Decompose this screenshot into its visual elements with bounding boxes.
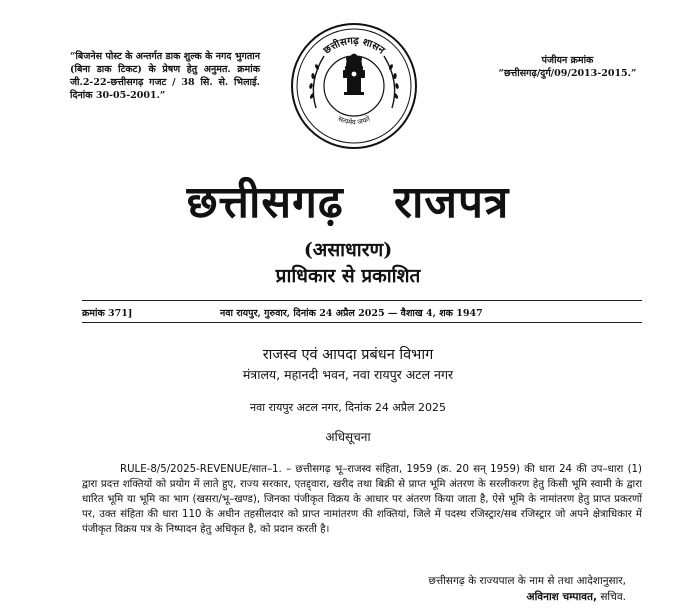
issue-rule-bottom [82,322,642,323]
registration-number: “छत्तीसगढ़/दुर्ग/09/2013-2015.” [498,68,637,79]
postal-note: “बिजनेस पोस्ट के अन्तर्गत डाक शुल्क के नगद भुगतान (बिना डाक टिकट) के प्रेषण हेतु अनुमत. क्रमांक जी.2-22-छत्तीसगढ़ गजट / 38 सि. से. भिलाई. दिनांक 30-05-2001.” [70,51,260,101]
signer-title: सचिव. [600,591,626,603]
gazette-title: छत्तीसगढ़ राजपत्र [186,177,510,228]
issue-date-line: नवा रायपुर, गुरुवार, दिनांक 24 अप्रैल 2025 — वैशाख 4, शक 1947 [220,308,483,319]
department-address: मंत्रालय, महानदी भवन, नवा रायपुर अटल नगर [242,367,454,382]
seal-text-top: छत्तीसगढ़ शासन [321,35,387,57]
registration-block [470,54,665,80]
department-name: राजस्व एवं आपदा प्रबंधन विभाग [262,347,434,363]
signature-authority-line: छत्तीसगढ़ के राज्यपाल के नाम से तथा आदेशानुसार, [428,575,626,587]
signer-name: अविनाश चम्पावत, [526,591,597,603]
notice-body: RULE-8/5/2025-REVENUE/सात–1. – छत्तीसगढ़ भू–राजस्व संहिता, 1959 (क्र. 20 सन् 1959) की धारा 24 की उप–धारा (1) द्वारा प्रदत्त शक्तियों को प्रयोग में लाते हुए, राज्य सरकार, एतद्द्वारा, खरीद तथा बिक्री से प्राप्त भूमि अंतरण के सरलीकरण हेतु किसी भूमि स्वामी के द्वारा धारित भूमि या भूमि का भाग (खसरा/भू–खण्ड), जिनका पंजीकृत विक्रय के आधार पर अंतरण किया जाता है, ऐसे भूमि के नामांतरण हेतु प्राप्त प्रकरणों पर, उक्त संहिता की धारा 110 के अधीन तहसीलदार को प्राप्त नामांतरण की शक्तियां, जिले में पदस्थ रजिस्ट्रार/सब रजिस्ट्रार जो अपने क्षेत्राधिकार में पंजीकृत विक्रय पत्र के निष्पादन हेतु अधिकृत है, को प्रदान करती है। [82,464,642,535]
gazette-edition: (असाधारण) [303,239,393,261]
issue-number: क्रमांक 371] [82,308,133,319]
state-seal-emblem [290,22,418,150]
notice-place-date: नवा रायपुर अटल नगर, दिनांक 24 अप्रैल 2025 [250,401,446,414]
signer-block [82,590,626,604]
issue-rule-top [82,300,642,301]
seal-text-bottom: सत्यमेव जयते [336,114,372,127]
gazette-authority: प्राधिकार से प्रकाशित [275,265,421,287]
notice-heading: अधिसूचना [325,430,371,444]
registration-label: पंजीयन क्रमांक [541,55,594,66]
